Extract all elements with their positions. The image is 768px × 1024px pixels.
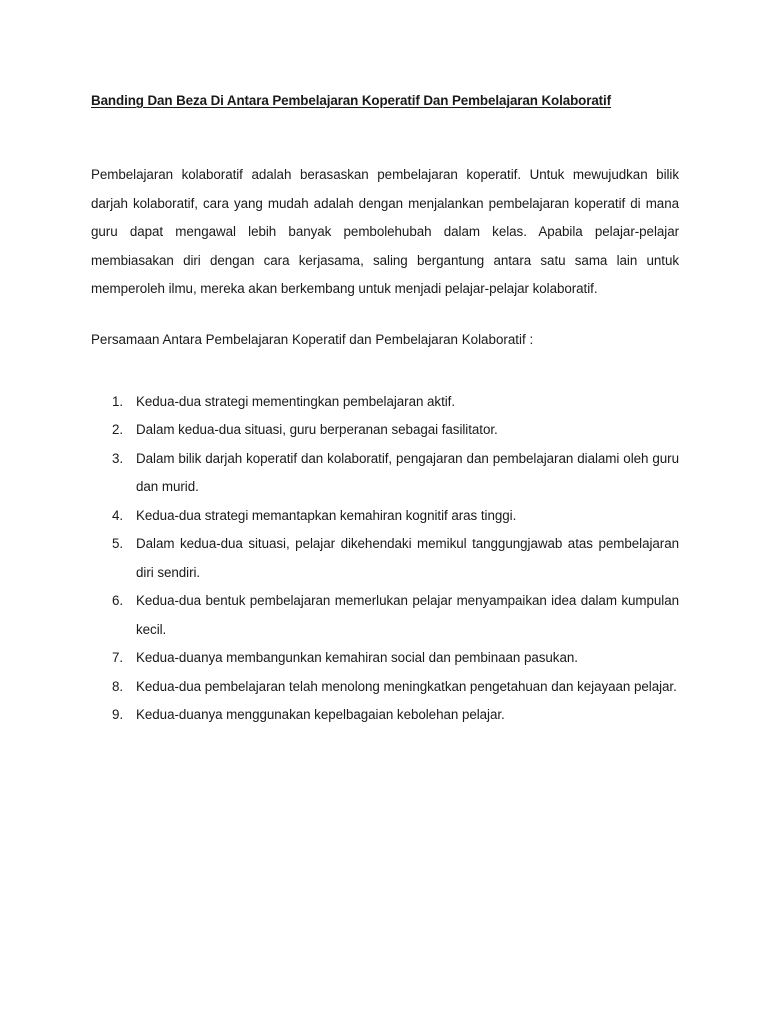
list-item-number: 4. (112, 507, 124, 523)
list-item (91, 445, 679, 502)
list-item-text: Kedua-duanya menggunakan kepelbagaian kebolehan pelajar. (136, 707, 505, 722)
list-item-number: 3. (112, 450, 124, 466)
intro-paragraph: Pembelajaran kolaboratif adalah berasaskan pembelajaran koperatif. Untuk mewujudkan bilik darjah kolaboratif, cara yang mudah adalah dengan menjalankan pembelajaran koperatif di mana guru dapat mengawal lebih banyak pembolehubah dalam kelas. Apabila pelajar-pelajar membiasakan diri dengan cara kerjasama, saling bergantung antara satu sama lain untuk memperoleh ilmu, mereka akan berkembang untuk menjadi pelajar-pelajar kolaboratif. (91, 167, 679, 296)
similarities-list (91, 388, 679, 730)
list-item-text: Dalam kedua-dua situasi, guru berperanan sebagai fasilitator. (136, 422, 498, 437)
list-item-text: Kedua-dua strategi memantapkan kemahiran kognitif aras tinggi. (136, 507, 517, 523)
list-item (91, 388, 679, 417)
list-item-number: 2. (112, 422, 124, 437)
list-item-text: Kedua-dua pembelajaran telah menolong meningkatkan pengetahuan dan kejayaan pelajar. (136, 678, 677, 694)
list-item-number: 9. (112, 707, 124, 722)
list-item-number: 1. (112, 393, 124, 409)
list-item-number: 5. (112, 536, 124, 551)
document-page (91, 91, 679, 730)
list-item (91, 587, 679, 644)
list-item-text: Kedua-dua bentuk pembelajaran memerlukan pelajar menyampaikan idea dalam kumpulan kecil. (136, 593, 679, 637)
list-item (91, 673, 679, 702)
list-item (91, 701, 679, 730)
list-item-text: Dalam bilik darjah koperatif dan kolaboratif, pengajaran dan pembelajaran dialami oleh guru dan murid. (136, 450, 679, 494)
list-item-number: 7. (112, 650, 124, 665)
document-title: Banding Dan Beza Di Antara Pembelajaran Koperatif Dan Pembelajaran Kolaboratif (91, 93, 612, 108)
list-item-number: 8. (112, 678, 124, 694)
list-item-number: 6. (112, 593, 124, 608)
list-item-text: Kedua-dua strategi mementingkan pembelajaran aktif. (136, 393, 456, 409)
list-item (91, 502, 679, 531)
list-item-text: Kedua-duanya membangunkan kemahiran social dan pembinaan pasukan. (136, 650, 578, 665)
list-item (91, 416, 679, 445)
list-item-text: Dalam kedua-dua situasi, pelajar dikehendaki memikul tanggungjawab atas pembelajaran diri sendiri. (136, 536, 679, 580)
similarities-heading: Persamaan Antara Pembelajaran Koperatif dan Pembelajaran Kolaboratif : (91, 331, 534, 347)
list-item (91, 644, 679, 673)
list-item (91, 530, 679, 587)
